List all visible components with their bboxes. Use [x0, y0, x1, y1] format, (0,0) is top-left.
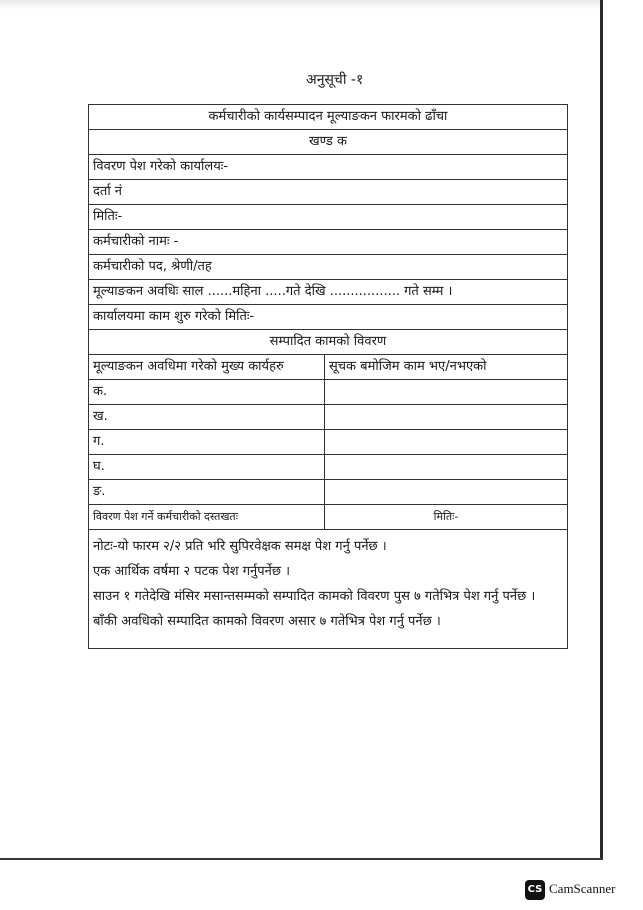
row-label: घ.	[89, 455, 325, 479]
section-label: खण्ड क	[89, 130, 567, 155]
row-label: क.	[89, 380, 325, 404]
form-title: कर्मचारीको कार्यसम्पादन मूल्याङकन फारमको ढाँचा	[89, 105, 567, 130]
field-registration-no: दर्ता नं	[89, 180, 567, 205]
table-row	[89, 430, 567, 455]
scan-page-bottom-edge	[0, 858, 603, 860]
signature-label: विवरण पेश गर्ने कर्मचारीको दस्तखतः	[89, 505, 325, 529]
table-row	[89, 405, 567, 430]
row-status-cell	[325, 405, 567, 429]
header-main-tasks: मूल्याङकन अवधिमा गरेको मुख्य कार्यहरु	[89, 355, 325, 379]
row-label: ख.	[89, 405, 325, 429]
note-line: साउन १ गतेदेखि मंसिर मसान्तसम्मको सम्पादित कामको विवरण पुस ७ गतेभित्र पेश गर्नु पर्नेछ ।	[93, 589, 536, 604]
scan-top-shadow	[0, 0, 600, 10]
table-row	[89, 380, 567, 405]
notes-block	[89, 530, 567, 648]
camscanner-logo: CS	[525, 880, 545, 900]
signature-date-label: मितिः-	[433, 510, 459, 523]
table-row	[89, 480, 567, 505]
row-label: ग.	[89, 430, 325, 454]
annex-label: अनुसूची -१	[306, 72, 364, 88]
field-start-date: कार्यालयमा काम शुरु गरेको मितिः-	[89, 305, 567, 330]
signature-row	[89, 505, 567, 530]
row-status-cell	[325, 380, 567, 404]
camscanner-watermark: CamScanner	[549, 881, 616, 896]
row-status-cell	[325, 480, 567, 504]
table-header-row	[89, 355, 567, 380]
row-status-cell	[325, 430, 567, 454]
field-post-level: कर्मचारीको पद, श्रेणी/तह	[89, 255, 567, 280]
field-office: विवरण पेश गरेको कार्यालयः-	[89, 155, 567, 180]
row-label: ङ.	[89, 480, 325, 504]
scan-page-edge	[600, 0, 603, 860]
field-appraisal-period: मूल्याङकन अवधिः साल ......महिना .....गते देखि ................. गते सम्म ।	[89, 280, 567, 305]
row-status-cell	[325, 455, 567, 479]
field-date: मितिः-	[89, 205, 567, 230]
header-indicator-status: सूचक बमोजिम काम भए/नभएको	[329, 359, 487, 374]
field-employee-name: कर्मचारीको नामः -	[89, 230, 567, 255]
note-line: बाँकी अवधिको सम्पादित कामको विवरण असार ७ गतेभित्र पेश गर्नु पर्नेछ ।	[93, 614, 441, 629]
work-details-heading: सम्पादित कामको विवरण	[89, 330, 567, 355]
note-line: एक आर्थिक वर्षमा २ पटक पेश गर्नुपर्नेछ ।	[93, 564, 291, 579]
appraisal-form	[88, 104, 568, 649]
note-line: नोटः-यो फारम २/२ प्रति भरि सुपिरवेक्षक समक्ष पेश गर्नु पर्नेछ ।	[93, 539, 387, 554]
table-row	[89, 455, 567, 480]
